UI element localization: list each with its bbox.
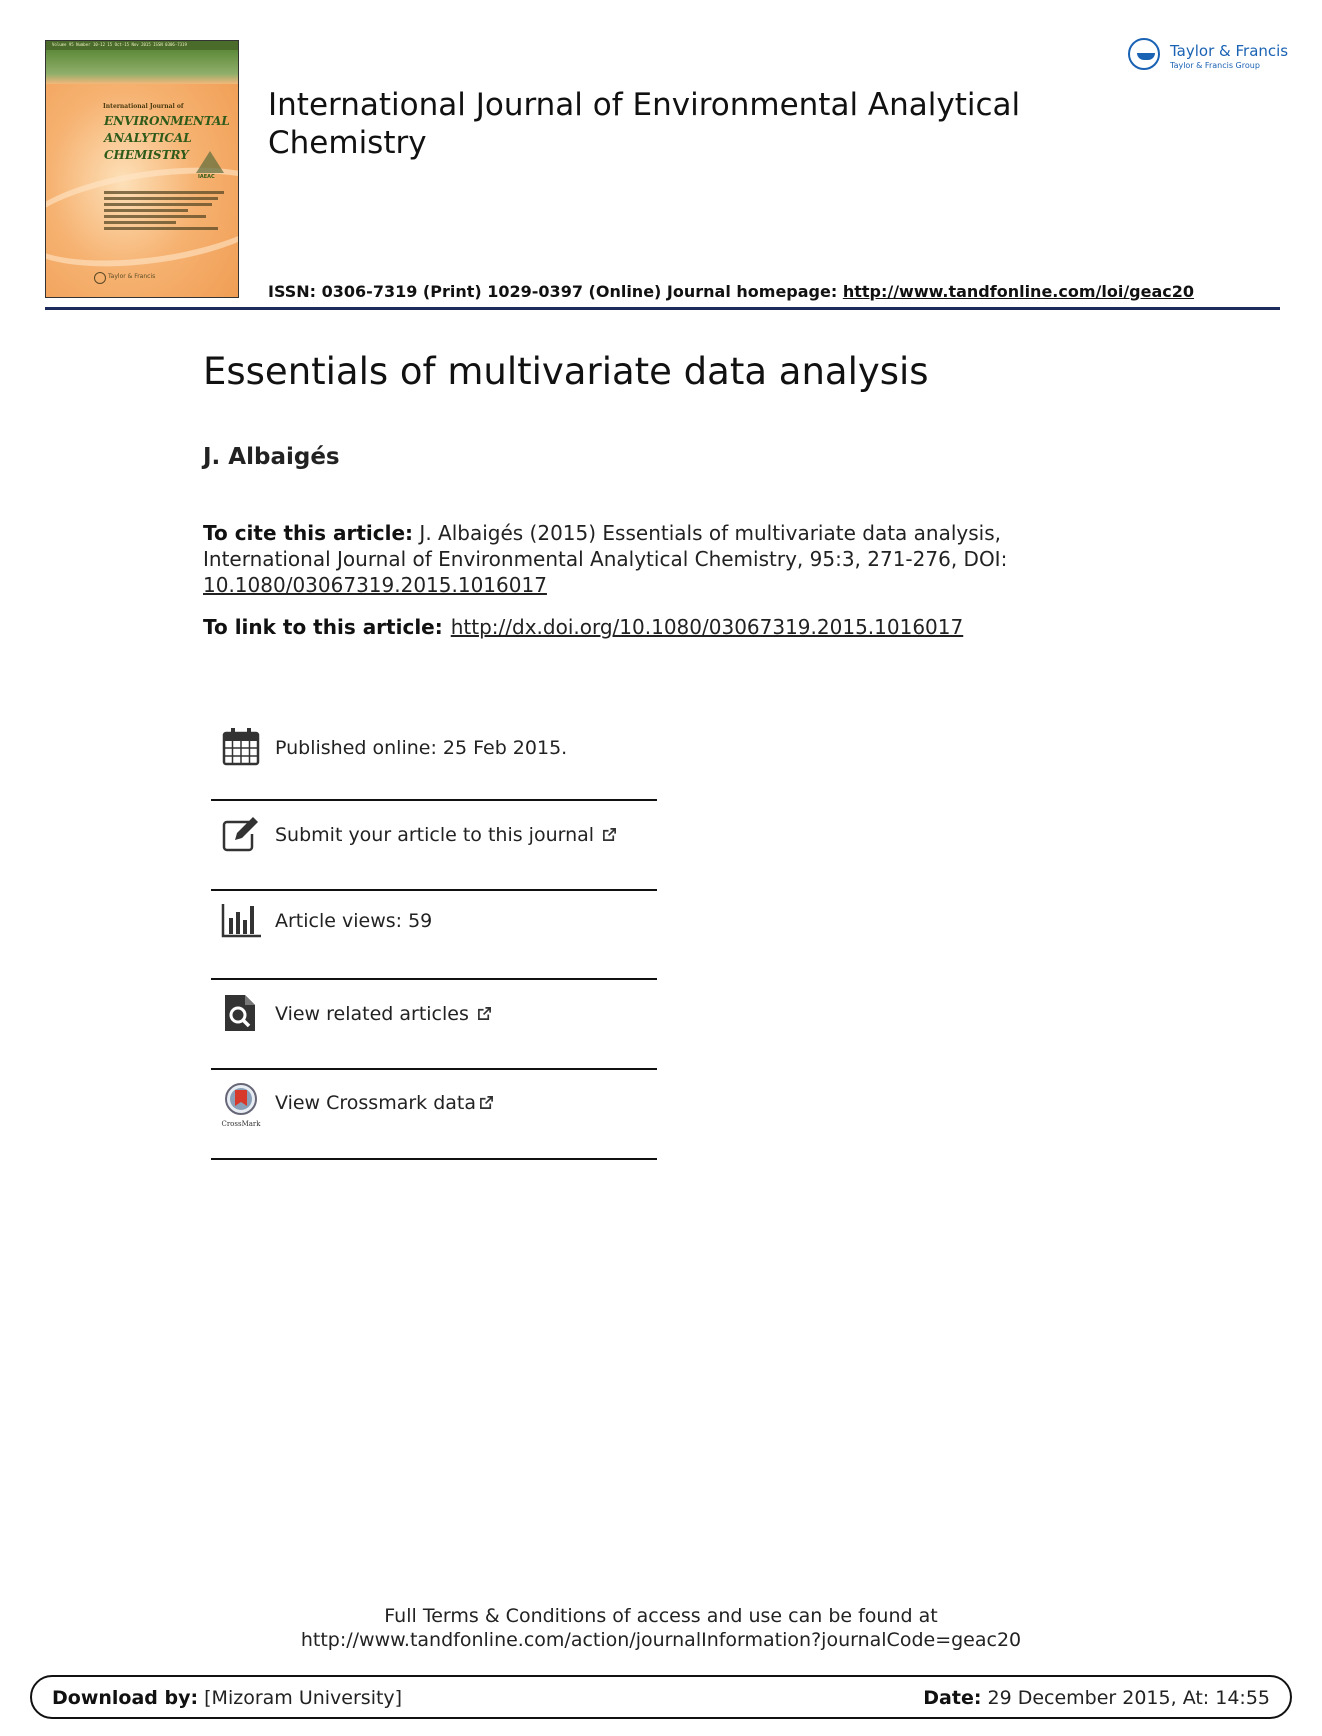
- crossmark-text: View Crossmark data: [275, 1092, 477, 1114]
- journal-cover-image: [45, 40, 239, 298]
- bar-chart-icon: [221, 900, 261, 940]
- external-link-icon: [479, 1095, 494, 1110]
- published-online-item: [211, 727, 657, 817]
- cover-triangle-logo: [196, 151, 224, 173]
- doi-link[interactable]: 10.1080/03067319.2015.1016017: [203, 573, 547, 597]
- cover-badge: IAEAC: [198, 174, 215, 180]
- external-link-icon: [602, 827, 617, 842]
- article-link-block: [203, 615, 963, 639]
- article-title: Essentials of multivariate data analysis: [203, 350, 929, 393]
- link-label: To link to this article:: [203, 615, 443, 639]
- cover-green-band: [46, 50, 238, 84]
- header-divider: [45, 307, 1280, 310]
- cover-publisher: Taylor & Francis: [108, 273, 156, 280]
- info-divider: [211, 978, 657, 980]
- related-articles-link[interactable]: [275, 1003, 492, 1025]
- date-label: Date:: [923, 1687, 982, 1709]
- taylor-francis-lamp-icon: [1128, 38, 1160, 70]
- date-value: 29 December 2015, At: 14:55: [981, 1687, 1270, 1709]
- crossmark-link[interactable]: [275, 1092, 494, 1114]
- terms-line: Full Terms & Conditions of access and use can be found at: [384, 1605, 938, 1627]
- terms-url[interactable]: http://www.tandfonline.com/action/journalInformation?journalCode=geac20: [300, 1629, 1022, 1651]
- download-value: [Mizoram University]: [198, 1687, 403, 1709]
- article-author: J. Albaigés: [203, 444, 340, 470]
- cover-title-line: ANALYTICAL: [104, 131, 192, 145]
- edit-icon: [221, 814, 261, 854]
- cover-title-line: ENVIRONMENTAL: [104, 114, 230, 128]
- article-views-text: Article views: 59: [275, 910, 433, 932]
- journal-title: International Journal of Environmental Analytical Chemistry: [268, 87, 1021, 161]
- external-link-icon: [477, 1006, 492, 1021]
- cover-title-line: CHEMISTRY: [104, 148, 189, 162]
- crossmark-caption: CrossMark: [221, 1120, 261, 1128]
- download-label: Download by:: [52, 1687, 199, 1709]
- download-info-bar: [30, 1675, 1292, 1719]
- info-divider: [211, 889, 657, 891]
- taylor-francis-logo[interactable]: [1128, 38, 1288, 78]
- cite-text: J. Albaigés (2015) Essentials of multivariate data analysis, International Journal of Environmental Analytical Chemistry, 95:3, 271-276, DOI:: [203, 521, 1008, 571]
- related-articles-text: View related articles: [275, 1003, 469, 1025]
- cite-label: To cite this article:: [203, 521, 414, 545]
- cover-text-lines: [104, 191, 224, 233]
- info-divider: [211, 1158, 657, 1160]
- cover-intl-line: International Journal of: [103, 103, 184, 110]
- calendar-icon: [221, 727, 261, 767]
- download-date: [923, 1687, 1270, 1709]
- info-divider: [211, 1068, 657, 1070]
- article-doi-url[interactable]: http://dx.doi.org/10.1080/03067319.2015.1016017: [450, 615, 964, 639]
- issn-line: [268, 282, 1194, 301]
- cover-top-text: Volume 95 Number 10-12 15 Oct-15 Nov 2015 ISSN 0306-7319: [52, 42, 187, 47]
- issn-text: ISSN: 0306-7319 (Print) 1029-0397 (Online) Journal homepage:: [268, 282, 843, 301]
- published-online-text: Published online: 25 Feb 2015.: [275, 737, 568, 759]
- document-search-icon: [221, 993, 261, 1033]
- publisher-name: Taylor & Francis: [1170, 42, 1289, 60]
- citation-block: [203, 520, 1023, 598]
- article-views-item: [211, 900, 657, 990]
- download-by: [52, 1687, 402, 1709]
- cover-publisher-icon: [94, 272, 106, 284]
- publisher-group: Taylor & Francis Group: [1170, 61, 1260, 70]
- submit-article-link[interactable]: [275, 824, 617, 846]
- info-divider: [211, 799, 657, 801]
- submit-article-text: Submit your article to this journal: [275, 824, 595, 846]
- journal-homepage-link[interactable]: http://www.tandfonline.com/loi/geac20: [842, 282, 1195, 301]
- terms-conditions: [0, 1604, 1322, 1652]
